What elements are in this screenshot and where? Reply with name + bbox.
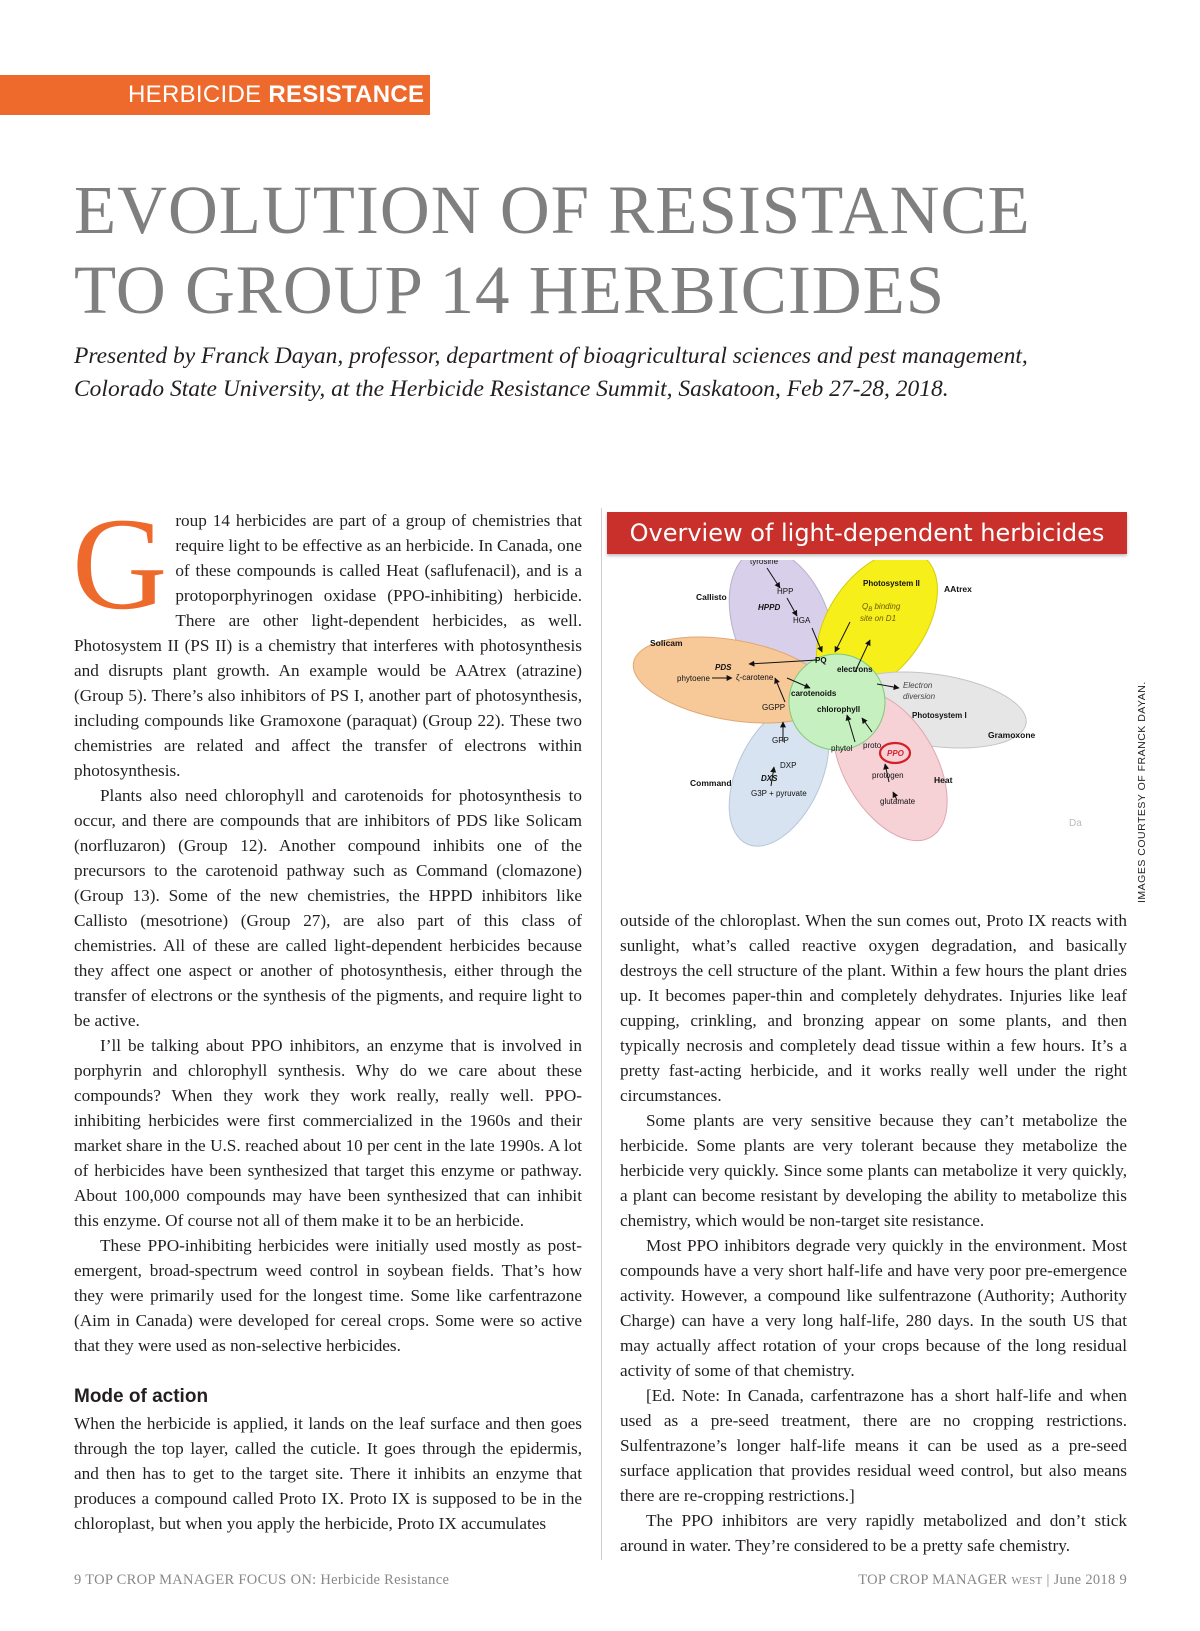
label-ps2: Photosystem II: [863, 579, 920, 588]
label-diversion: diversion: [903, 692, 936, 701]
image-credit: IMAGES COURTESY OF FRANCK DAYAN.: [1136, 681, 1148, 903]
paragraph-4: These PPO-inhibiting herbicides were initially used mostly as post-emergent, broad-spectrum weed control in soybean fields. That’s how they were primarily used for the longest time. Some like carfentrazone (Aim in Canada) were developed for cereal crops. Some were so active that they were used as non-selective herbicides.: [74, 1236, 582, 1355]
subhead-mode-of-action: Mode of action: [74, 1386, 209, 1407]
label-qb: $Q_B$ binding: [862, 602, 901, 613]
label-electrons: electrons: [837, 665, 873, 674]
herbicide-heat: Heat: [934, 775, 953, 785]
paragraph-5-start: When the herbicide is applied, it lands on the leaf surface and then goes through the top layer, called the cuticle. It goes through the epidermis, and then has to get to the target site. There it inhibits an enzyme that produces a compound called Proto IX. Proto IX is supposed to be in the chloroplast, but when you apply the herbicide, Proto IX accumulates: [74, 1414, 582, 1533]
label-ppo: PPO: [887, 749, 904, 758]
herbicide-solicam: Solicam: [650, 638, 683, 648]
byline-line-1: Presented by Franck Dayan, professor, department of bioagricultural sciences and pest management,: [74, 343, 1028, 369]
paragraph-9: The PPO inhibitors are very rapidly metabolized and don’t stick around in water. They’re considered to be a pretty safe chemistry.: [620, 1511, 1127, 1555]
figure-title: Overview of light-dependent herbicides: [607, 512, 1127, 554]
figure-watermark: Da: [1069, 818, 1082, 829]
footer-right: [858, 1572, 1127, 1589]
herbicide-callisto: Callisto: [696, 592, 727, 602]
byline: [74, 340, 1144, 406]
section-label-bold: RESISTANCE: [268, 81, 425, 108]
label-protogen: protogen: [872, 771, 904, 780]
paragraph-8-editor-note: [Ed. Note: In Canada, carfentrazone has a short half-life and when used as a pre-seed treatment, there are no cropping restrictions. Sulfentrazone’s longer half-life means it can be used as a pre-seed surface application that provides residual weed control, but also means there are re-cropping restrictions.]: [620, 1386, 1127, 1505]
footer-left: 9 TOP CROP MANAGER FOCUS ON: Herbicide Resistance: [74, 1572, 450, 1588]
section-kicker: [0, 75, 430, 115]
herbicide-aatrex: AAtrex: [944, 584, 972, 594]
label-pds: PDS: [715, 663, 732, 672]
herbicide-pathway-diagram: [607, 560, 1127, 870]
article-column-left: [72, 490, 582, 1536]
label-ggpp: GGPP: [762, 703, 786, 712]
label-phytoene: phytoene: [677, 674, 710, 683]
footer-publication: TOP CROP MANAGER: [858, 1572, 1008, 1588]
title-line-1: EVOLUTION OF RESISTANCE: [74, 172, 1031, 248]
column-divider: [601, 508, 602, 1560]
byline-line-2: Colorado State University, at the Herbicide Resistance Summit, Saskatoon, Feb 27-28, 2018.: [74, 376, 949, 402]
paragraph-6: Some plants are very sensitive because they can’t metabolize the herbicide. Some plants are very tolerant because they metabolize the herbicide very quickly. Since some plants can metabolize it very quickly, a plant can become resistant by developing the ability to metabolize this chemistry, which would be non-target site resistance.: [620, 1111, 1127, 1230]
footer-date-page: | June 2018 9: [1042, 1572, 1127, 1588]
label-hga: HGA: [793, 616, 811, 625]
article-title: [74, 170, 1031, 330]
label-zeta-carotene: ζ-carotene: [736, 673, 774, 682]
paragraph-5-continued: outside of the chloroplast. When the sun comes out, Proto IX reacts with sunlight, what’s called reactive oxygen degradation, and basically destroys the cell structure of the plant. Within a few hours the plant dries up. It becomes paper-thin and completely dehydrates. Injuries like leaf cupping, crinkling, and bronzing appear on some plants, and then typically necrosis and completely dead tissue within a few hours. It’s a pretty fast-acting herbicide, and it works really well under the right circumstances.: [620, 911, 1127, 1105]
article-column-right: [620, 908, 1127, 1558]
drop-cap: G: [72, 490, 168, 637]
paragraph-1: [72, 490, 582, 783]
label-proto: proto: [863, 741, 882, 750]
label-chlorophyll: chlorophyll: [817, 705, 861, 714]
paragraph-3: I’ll be talking about PPO inhibitors, an enzyme that is involved in porphyrin and chlorophyll synthesis. Why do we care about these compounds? When they work they work really, really well. PPO-inhibiting herbicides were first commercialized in the 1960s and their market share in the U.S. reached about 10 per cent in the late 1990s. A lot of herbicides have been synthesized that target this enzyme or pathway. About 100,000 compounds may have been synthesized that can inhibit this enzyme. Of course not all of them make it to be an herbicide.: [74, 1036, 582, 1230]
herbicide-gramoxone: Gramoxone: [988, 730, 1036, 740]
label-ps1: Photosystem I: [912, 711, 967, 720]
label-carotenoids: carotenoids: [791, 689, 837, 698]
paragraph-2: Plants also need chlorophyll and carotenoids for photosynthesis to occur, and there are compounds that are inhibitors of PDS like Solicam (norfluzaron) (Group 12). Another compound inhibits one of the precursors to the carotenoid pathway such as Command (clomazone) (Group 13). Some of the new chemistries, the HPPD inhibitors like Callisto (mesotrione) (Group 27), are also part of this class of chemistries. All of these are called light-dependent herbicides because they affect one aspect or another of photosynthesis, either through the transfer of electrons or the synthesis of the pigments, and require light to be active.: [74, 786, 582, 1030]
herbicide-command: Command: [690, 778, 732, 788]
label-g3p: G3P + pyruvate: [751, 789, 807, 798]
label-dxp: DXP: [780, 761, 797, 770]
label-gpp: GPP: [772, 736, 789, 745]
paragraph-7: Most PPO inhibitors degrade very quickly in the environment. Most compounds have a very short half-life and have very poor pre-emergence activity. However, a compound like sulfentrazone (Authority; Authority Charge) can have a very long half-life, 280 days. In the south US that may actually affect rotation of your crops because of the long residual activity of some of that chemistry.: [620, 1236, 1127, 1380]
label-hpp: HPP: [777, 587, 794, 596]
label-dxs: DXS: [761, 774, 778, 783]
label-tyrosine: tyrosine: [750, 560, 779, 566]
label-phytol: phytol: [831, 744, 853, 753]
label-glutamate: glutamate: [880, 797, 916, 806]
title-line-2: TO GROUP 14 HERBICIDES: [74, 252, 946, 328]
section-label-regular: HERBICIDE: [128, 81, 262, 108]
label-electron: Electron: [903, 681, 933, 690]
label-hppd: HPPD: [758, 603, 781, 612]
label-pq: PQ: [815, 656, 827, 665]
footer-edition: WEST: [1011, 1575, 1043, 1587]
paragraph-1-text: roup 14 herbicides are part of a group of chemistries that require light to be effective as an herbicide. In Canada, one of these compounds is called Heat (saflufenacil), and is a protoporphyrinogen oxidase (PPO-inhibiting) herbicide. There are other light-dependent herbicides, as well. Photosystem II (PS II) is a chemistry that interferes with photosynthesis and disrupts plant growth. An example would be AAtrex (atrazine) (Group 5). There’s also inhibitors of PS I, another part of photosynthesis, including compounds like Gramoxone (paraquat) (Group 22). These two chemistries are related and affect the transfer of electrons within photosynthesis.: [74, 511, 582, 780]
label-d1: site on D1: [860, 614, 897, 623]
